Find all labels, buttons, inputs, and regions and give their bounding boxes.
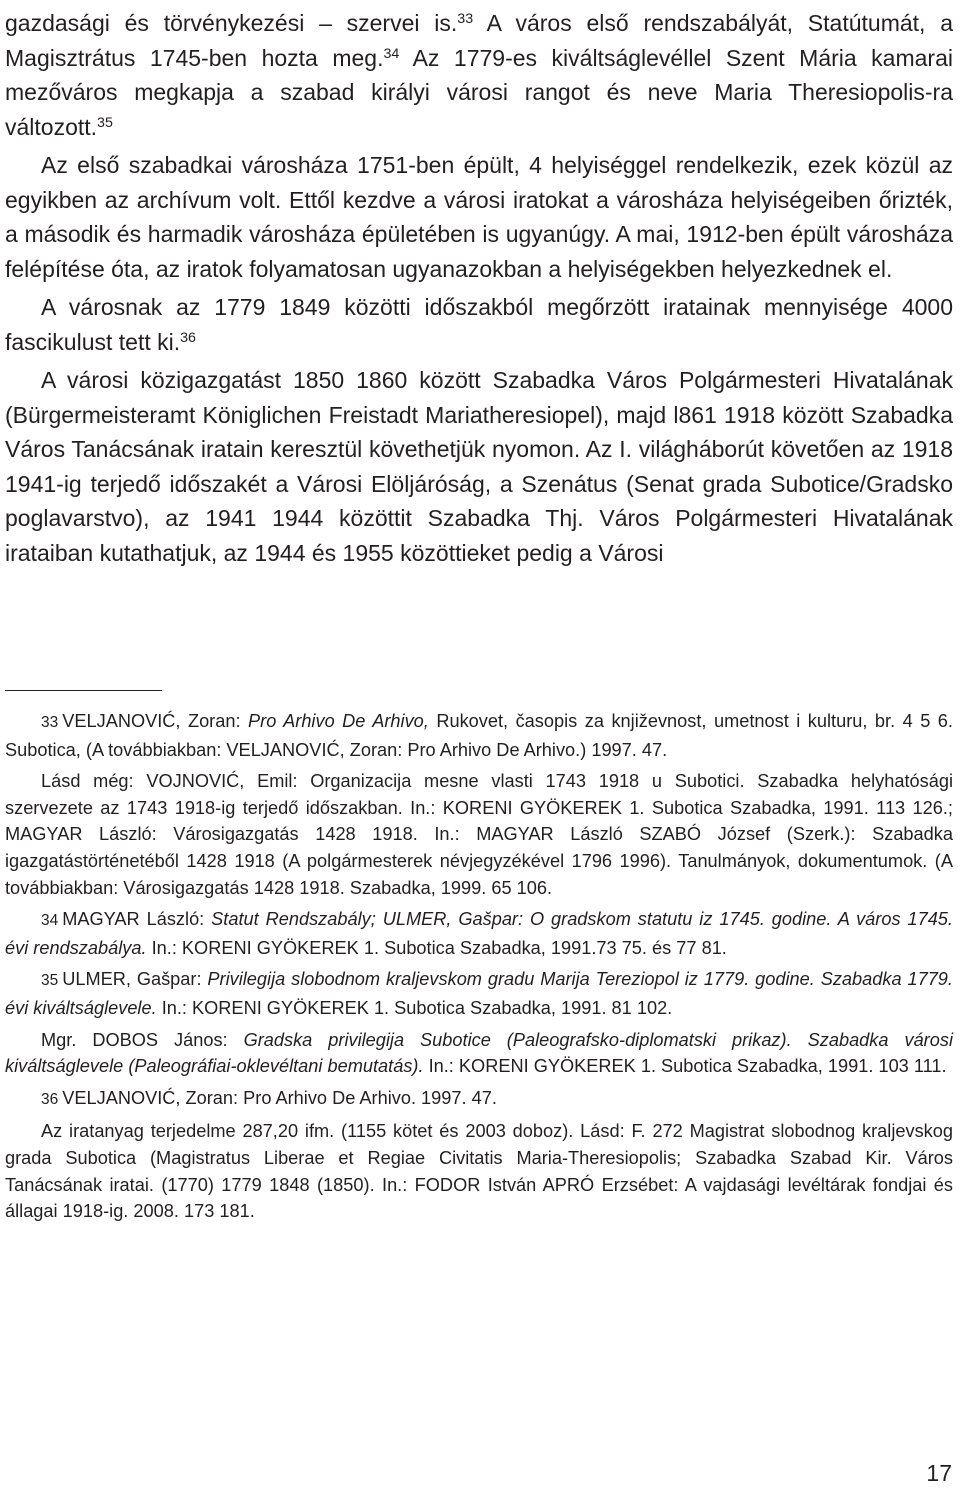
page-number: 17 [926,1460,952,1486]
footnote-ref: 34 [383,45,400,62]
main-text [5,6,953,570]
italic-title: Privilegija slobodnom kraljevskom gradu Marija Tereziopol iz 1779. godine. Szabadka 1779. évi kiváltságlevele. [5,969,953,1018]
footnote-ref: 35 [97,114,113,131]
text-run: Az 1779-es kiváltságlevéllel Szent Mária kamarai mezőváros megkapja a szabad királyi városi rangot és neve Maria Theresiopolis-ra változott. [5,44,953,140]
footnote [5,1027,953,1080]
footnote-separator [5,690,162,691]
text-run: Az első szabadkai városháza 1751-ben épült, 4 helyiséggel rendelkezik, ezek közül az egyikben az archívum volt. Ettől kezdve a városi iratokat a városháza helyiségeiben őrizték, a második és harmadik városháza épületében is ugyanúgy. A mai, 1912-ben épült városháza felépítése óta, az iratok folyamatosan ugyanazokban a helyiségekben helyezkednek el. [5,152,953,282]
text-run: A városnak az 1779 1849 közötti időszakból megőrzött iratainak mennyisége 4000 fascikulust tett ki. [5,294,953,355]
text-run: A városi közigazgatást 1850 1860 között Szabadka Város Polgármesteri Hivatalának (Bürgermeisteramt Königlichen Freistadt Mariatheresiopel), majd l861 1918 között Szabadka Város Tanácsának iratain keresztül követhetjük nyomon. Az I. világháborút követően az 1918 1941-ig terjedő időszakét a Városi Elöljáróság, a Szenátus (Senat grada Subotice/Gradsko poglavarstvo), az 1941 1944 közöttit Szabadka Thj. Város Polgármesteri Hivatalának irataiban kutathatjuk, az 1944 és 1955 közöttieket pedig a Városi [5,367,953,566]
italic-title: Pro Arhivo De Arhivo, [248,711,429,731]
text-run: A város első rendszabályát, Statútumát, a Magisztrátus 1745-ben hozta meg. [5,10,953,71]
footnote-ref: 36 [180,329,196,346]
text-run: In.: KORENI GYÖKEREK 1. Subotica Szabadka, 1991.73 75. és 77 81. [146,937,727,958]
italic-title: Statut Rendszabály; ULMER, Gašpar: O gradskom statutu iz 1745. godine. A város 1745. évi rendszabálya. [5,909,953,958]
footnote [5,1085,953,1114]
text-run: In.: KORENI GYÖKEREK 1. Subotica Szabadka, 1991. 81 102. [156,997,673,1018]
text-run: VELJANOVIĆ, Zoran: Pro Arhivo De Arhivo. 1997. 47. [62,1087,497,1108]
footnote-number: 35 [41,972,59,990]
footnote [5,708,953,763]
footnote [5,768,953,901]
footnotes [5,708,953,1230]
paragraph [5,290,953,359]
paragraph [5,6,953,144]
footnote-number: 34 [41,912,59,930]
footnote-number: 36 [41,1090,59,1108]
text-run: ULMER, Gašpar: [62,969,208,990]
text-run: Az iratanyag terjedelme 287,20 ifm. (1155 kötet és 2003 doboz). Lásd: F. 272 Magistrat slobodnog kraljevskog grada Subotica (Magistratus Liberae et Regiae Civitatis Maria-Theresiopolis; Szabadka Szabad Kir. Város Tanácsának iratai. (1770) 1779 1848 (1850). In.: FODOR István APRÓ Erzsébet: A vajdasági levéltárak fondjai és állagai 1918-ig. 2008. 173 181. [5,1121,953,1222]
footnote-number: 33 [41,714,59,731]
text-run: Rukovet, časopis za književnost, umetnost i kulturu, br. 4 5 6. Subotica, (A továbbiakban: VELJANOVIĆ, Zoran: Pro Arhivo De Arhivo.) 1997. 47. [5,711,953,760]
text-run: In.: KORENI GYÖKEREK 1. Subotica Szabadka, 1991. 103 111. [423,1056,947,1077]
footnote [5,906,953,961]
footnote-ref: 33 [457,11,474,28]
footnote [5,966,953,1021]
paragraph [5,363,953,570]
text-run: Lásd még: VOJNOVIĆ, Emil: Organizacija mesne vlasti 1743 1918 u Subotici. Szabadka helyhatósági szervezete az 1743 1918-ig terjedő időszakban. In.: KORENI GYÖKEREK 1. Subotica Szabadka, 1991. 113 126.; MAGYAR László: Városigazgatás 1428 1918. In.: MAGYAR László SZABÓ József (Szerk.): Szabadka igazgatástörténetéből 1428 1918 (A polgármesterek névjegyzékével 1796 1996). Tanulmányok, dokumentumok. (A továbbiakban: Városigazgatás 1428 1918. Szabadka, 1999. 65 106. [5,771,953,898]
text-run: VELJANOVIĆ, Zoran: [62,711,249,731]
text-run: Mgr. DOBOS János: [41,1029,244,1050]
text-run: gazdasági és törvénykezési – szervei is. [5,10,458,36]
italic-title: Gradska privilegija Subotice (Paleografsko-diplomatski prikaz). Szabadka városi kiváltságlevele (Paleográfiai-oklevéltani bemutatás). [5,1029,953,1077]
text-run: MAGYAR László: [62,909,212,930]
paragraph [5,148,953,286]
footnote [5,1118,953,1224]
